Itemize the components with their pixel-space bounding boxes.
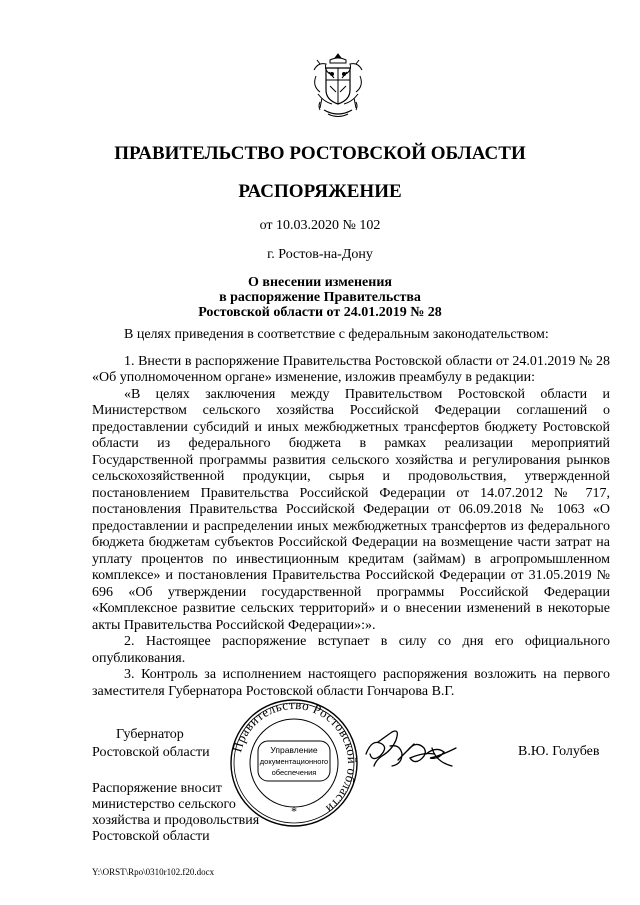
- document-subject: [0, 275, 640, 320]
- file-path-footer: Y:\ORST\Rpo\0310r102.f20.docx: [92, 867, 215, 877]
- document-type-title: РАСПОРЯЖЕНИЕ: [238, 181, 402, 202]
- introduced-by-line: Распоряжение вносит: [92, 781, 222, 796]
- subject-line: Ростовской области от 24.01.2019 № 28: [198, 305, 442, 320]
- paragraph-1-quote: «В целях заключения между Правительством Ростовской области и Министерством сельского хозяйства Российской Федерации соглашений о предоставлении субсидий и иных межбюджетных трансфертов бюджету Ростовской области из федерального бюджета в рамках реализации мероприятий Государственной программы развития сельского хозяйства и регулирования рынков сельскохозяйственной продукции, сырья и продовольствия, утвержденной постановлением Правительства Российской Федерации от 14.07.2012 № 717, постановления Правительства Российской Федерации от 06.09.2018 № 1063 «О предоставлении и распределении иных межбюджетных трансфертов из федерального бюджета бюджетам субъектов Российской Федерации на возмещение части затрат на уплату процентов по инвестиционным кредитам (займам) в агропромышленном комплексе» и постановления Правительства Российской Федерации от 31.05.2019 № 696 «Об утверждении государственной программы Российской Федерации «Комплексное развитие сельских территорий» и о внесении изменений в некоторые акты Правительства Российской Федерации»:».: [92, 386, 610, 633]
- seal-inner-text: Управление: [270, 745, 318, 755]
- government-title: ПРАВИТЕЛЬСТВО РОСТОВСКОЙ ОБЛАСТИ: [114, 143, 526, 164]
- seal-ring-text: Правительство Ростовской области: [229, 697, 360, 817]
- coat-of-arms-emblem: [308, 50, 368, 122]
- seal-inner-text: документационного: [259, 757, 329, 766]
- intro-paragraph: В целях приведения в соответствие с федеральным законодательством:: [124, 327, 549, 342]
- signatory-region: Ростовской области: [92, 745, 210, 760]
- handwritten-signature: [362, 724, 474, 776]
- introduced-by-line: министерство сельского: [92, 797, 236, 812]
- signatory-position: Губернатор: [116, 727, 184, 742]
- document-date-number: от 10.03.2020 № 102: [259, 218, 381, 233]
- paragraph-2: 2. Настоящее распоряжение вступает в силу со дня его официального опубликования.: [92, 634, 610, 666]
- introduced-by-line: хозяйства и продовольствия: [92, 813, 260, 828]
- signatory-name: В.Ю. Голубев: [518, 744, 600, 759]
- introduced-by-block: [92, 781, 259, 845]
- document-city: г. Ростов-на-Дону: [267, 247, 373, 262]
- signatory-title: [92, 726, 210, 762]
- paragraph-3: 3. Контроль за исполнением настоящего распоряжения возложить на первого заместителя Губернатора Ростовской области Гончарова В.Г.: [92, 667, 610, 699]
- svg-text:*: *: [291, 804, 297, 818]
- introduced-by-line: Ростовской области: [92, 829, 210, 844]
- subject-line: в распоряжение Правительства: [219, 290, 421, 305]
- subject-line: О внесении изменения: [248, 275, 392, 290]
- paragraph-1: 1. Внести в распоряжение Правительства Ростовской области от 24.01.2019 № 28 «Об уполномоченном органе» изменение, изложив преамбулу в редакции:: [92, 353, 610, 385]
- document-body: [92, 327, 610, 700]
- seal-inner-text: обеспечения: [271, 768, 317, 777]
